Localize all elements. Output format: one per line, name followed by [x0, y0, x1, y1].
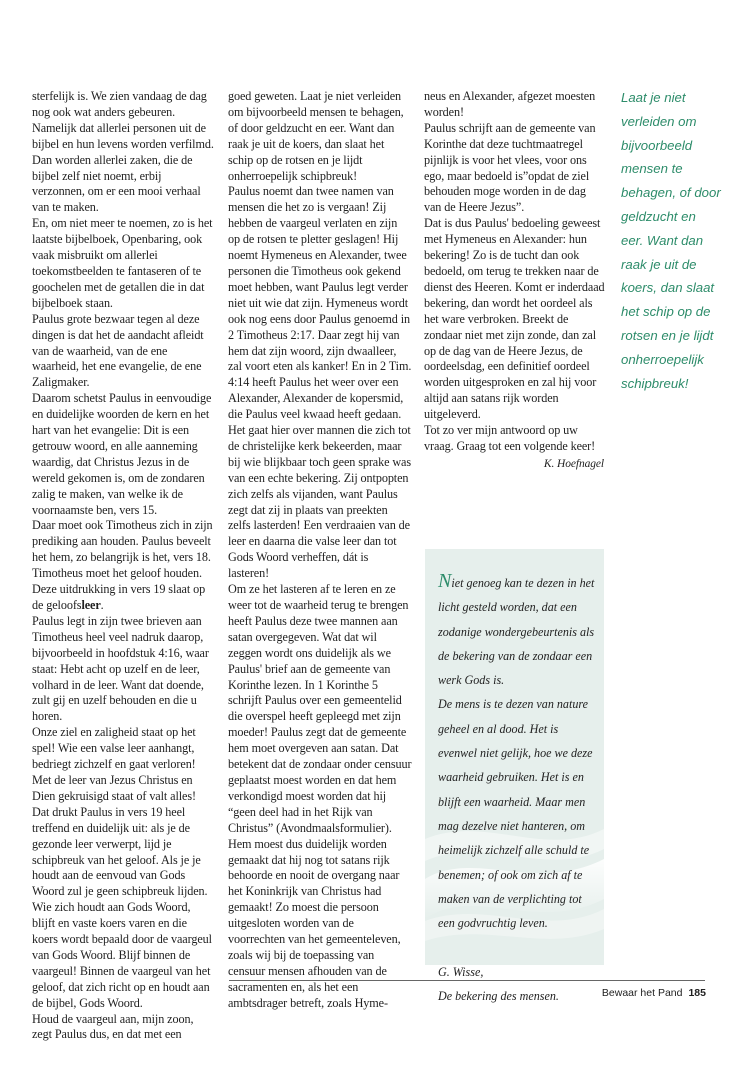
paragraph: Tot zo ver mijn antwoord op uw vraag. Graag tot een volgende keer! [424, 423, 596, 453]
quote-box [425, 549, 604, 1004]
footer-rule [229, 980, 705, 981]
paragraph: Onze ziel en zaligheid staat op het spel! Wie een valse leer aanhangt, bedriegt zichzelf en gaat verloren! Met de leer van Jezus Christus en Dien gekruisigd staat of valt alles! Dat drukt Paulus in vers 19 heel treffend en duidelijk uit: als je de gezonde leer verwerpt, lijd je schipbreuk van het geloof. Als je je houdt aan de eenvoud van Gods Woord zul je geen schipbreuk lijden. Wie zich houdt aan Gods Woord, blijft en vaste koers varen en die koers wordt bepaald door de vaargeul van Gods Woord. Blijf binnen de vaargeul! Binnen de vaargeul van het geloof, dat zich richt op en houdt aan de bijbel, Gods Woord. [32, 725, 212, 1010]
paragraph: En, om niet meer te noemen, zo is het laatste bijbelboek, Openbaring, ook vaak misbruikt om allerlei toekomstbeelden te fantaseren of te goochelen met de getallen die in dat bijbelboek staan. [32, 216, 213, 310]
quote-spacer [438, 935, 598, 959]
paragraph: neus en Alexander, afgezet moesten worden! [424, 89, 596, 119]
paragraph: Paulus grote bezwaar tegen al deze dingen is dat het de aandacht afleidt van de waarheid, van de ene waarheid, het ene evangelie, de ene Zaligmaker. [32, 311, 204, 390]
paragraph [32, 518, 215, 613]
paragraph: Om ze het lasteren af te leren en ze weer tot de waarheid terug te brengen heeft Paulus deze twee mannen aan satan overgegeven. Wat dat wil zeggen wordt ons duidelijk als we Paulus' brief aan de gemeente van Korinthe lezen. In 1 Korinthe 5 schrijft Paulus over een gemeentelid die overspel heeft gepleegd met zijn moeder! Paulus zegt dat de gemeente hem moet overgeven aan satan. Dat betekent dat de zondaar onder censuur geplaatst moest worden en dat hem verkondigd moest worden dat hij “geen deel had in het Rijk van Christus” (Avondmaalsformulier). Hem moest dus duidelijk worden gemaakt dat hij nog tot satans rijk behoorde en nooit de overgang naar het Koninkrijk van Christus had gemaakt! Zo moest die persoon uitgesloten worden van de voorrechten van het gemeenteleven, zoals wij bij de toepassing van censuur mensen afhouden van de sacramenten en, als het een ambtsdrager betreft, zoals Hyme- [228, 582, 412, 1010]
drop-cap: N [438, 570, 452, 592]
bold-word: leer [81, 598, 101, 612]
paragraph: Paulus legt in zijn twee brieven aan Timotheus heel veel nadruk daarop, bijvoorbeeld in hoofdstuk 4:16, waar staat: Hebt acht op uzelf en de leer, volhard in de leer. Want dat doende, zult gij en uzelf behouden en die u horen. [32, 613, 209, 724]
quote-author: G. Wisse, [438, 964, 484, 979]
author-signature: K. Hoefnagel [543, 457, 604, 470]
paragraph: sterfelijk is. We zien vandaag de dag nog ook wat anders gebeuren. Namelijk dat allerlei personen uit de bijbel en hun levens worden verfilmd. Dan worden allerlei zaken, die de bijbel zelf niet noemt, erbij verzonnen, om er een mooi verhaal van te maken. [32, 89, 214, 215]
quote-text: iet genoeg kan te dezen in het licht gesteld worden, dat een zodanige wondergebeurtenis als de bekering van de zondaar een werk Gods is. [438, 576, 595, 688]
paragraph-text: Daar moet ook Timotheus zich in zijn prediking aan houden. Paulus beveelt het hem, zo belangrijk is het, vers 18. Timotheus moet het geloof houden. Deze uitdrukking in vers 19 slaat op de geloofs [32, 518, 213, 612]
pull-quote: Laat je niet verleiden om bijvoorbeeld mensen te behagen, of door geldzucht en eer. Want dan raak je uit de koers, dan slaat het schip op de rotsen en je lijdt onherroepelijk schipbreuk! [621, 90, 721, 391]
page-footer [602, 987, 706, 999]
quote-paragraph [438, 571, 598, 692]
paragraph: Paulus schrijft aan de gemeente van Korinthe dat deze tuchtmaatregel pijnlijk is voor het vlees, voor ons ego, maar bedoeld is”opdat de ziel behouden moge worden in de dag van de Heere Jezus”. [424, 120, 596, 215]
quote-source: De bekering des mensen. [438, 989, 559, 1004]
paragraph-text-end: . [100, 598, 104, 612]
paragraph: goed geweten. Laat je niet verleiden om bijvoorbeeld mensen te behagen, of door geldzucht en eer. Want dan raak je uit de koers, dan slaat het schip op de rotsen en je lijdt onherroepelijk schipbreuk! [228, 89, 404, 183]
paragraph: Daarom schetst Paulus in eenvoudige en duidelijke woorden de kern en het hart van het evangelie: Dit is een getrouw woord, en alle aanneming waardig, dat Christus Jezus in de wereld gekomen is, om de zondaren zalig te maken, van welke ik de voornaamste ben, vers 15. [32, 391, 212, 517]
magazine-title: Bewaar het Pand [601, 987, 683, 999]
paragraph: Paulus noemt dan twee namen van mensen die het zo is vergaan! Zij hebben de vaargeul verlaten en zijn op de rotsen te pletter geslagen! Hij noemt Hymeneus en Alexander, twee personen die Timotheus ook gekend moet hebben, want Paulus legt verder niet uit wie dat zijn. Hymeneus wordt ook nog eens door Paulus genoemd in 2 Timotheus 2:17. Daar zegt hij van hem dat zijn woord, zijn dwaalleer, zal voort eten als kanker! En in 2 Tim. 4:14 heeft Paulus het weer over een Alexander, Alexander de kopersmid, die Paulus veel kwaad heeft gedaan. Het gaat hier over mannen die zich tot de christelijke kerk bekeerden, maar bij wie blijkbaar toch geen sprake was van een echte bekering. Zij ontpopten zich zelfs als vijanden, want Paulus zegt dat zij in plaats van preekten zelfs lasterden! Een verdraaien van de leer en daarna die valse leer dan tot Gods Woord verheffen, dát is lasteren! [228, 184, 412, 581]
page-number: 185 [688, 987, 706, 999]
article-column-2 [228, 89, 412, 1012]
quote-paragraph: De mens is te dezen van nature geheel en al dood. Het is evenwel niet gelijk, hoe we deze waarheid gebruiken. Het is en blijft een waarheid. Maar men mag dezelve niet hanteren, om heimelijk zichzelf alle schuld te benemen; of ook om zich af te maken van de verplichting tot een godvruchtig leven. [438, 697, 593, 931]
quote-box-text [438, 571, 598, 1008]
article-column-3 [424, 89, 606, 473]
paragraph: Houd de vaargeul aan, mijn zoon, zegt Paulus dus, en dat met een [32, 1011, 194, 1042]
article-column-1 [32, 89, 215, 1043]
paragraph: Dat is dus Paulus' bedoeling geweest met Hymeneus en Alexander: hun bekering! Zo is de tucht dan ook bedoeld, om terug te trekken naar de dienst des Heeren. Komt er inderdaad bekering, dan wordt het oordeel als het ware verbroken. Breekt de zondaar niet met zijn zonde, dan zal op de dag van de Heere Jezus, de oordeelsdag, een definitief oordeel worden uitgesproken en zal hij voor altijd aan satans rijk worden uitgeleverd. [424, 216, 605, 422]
